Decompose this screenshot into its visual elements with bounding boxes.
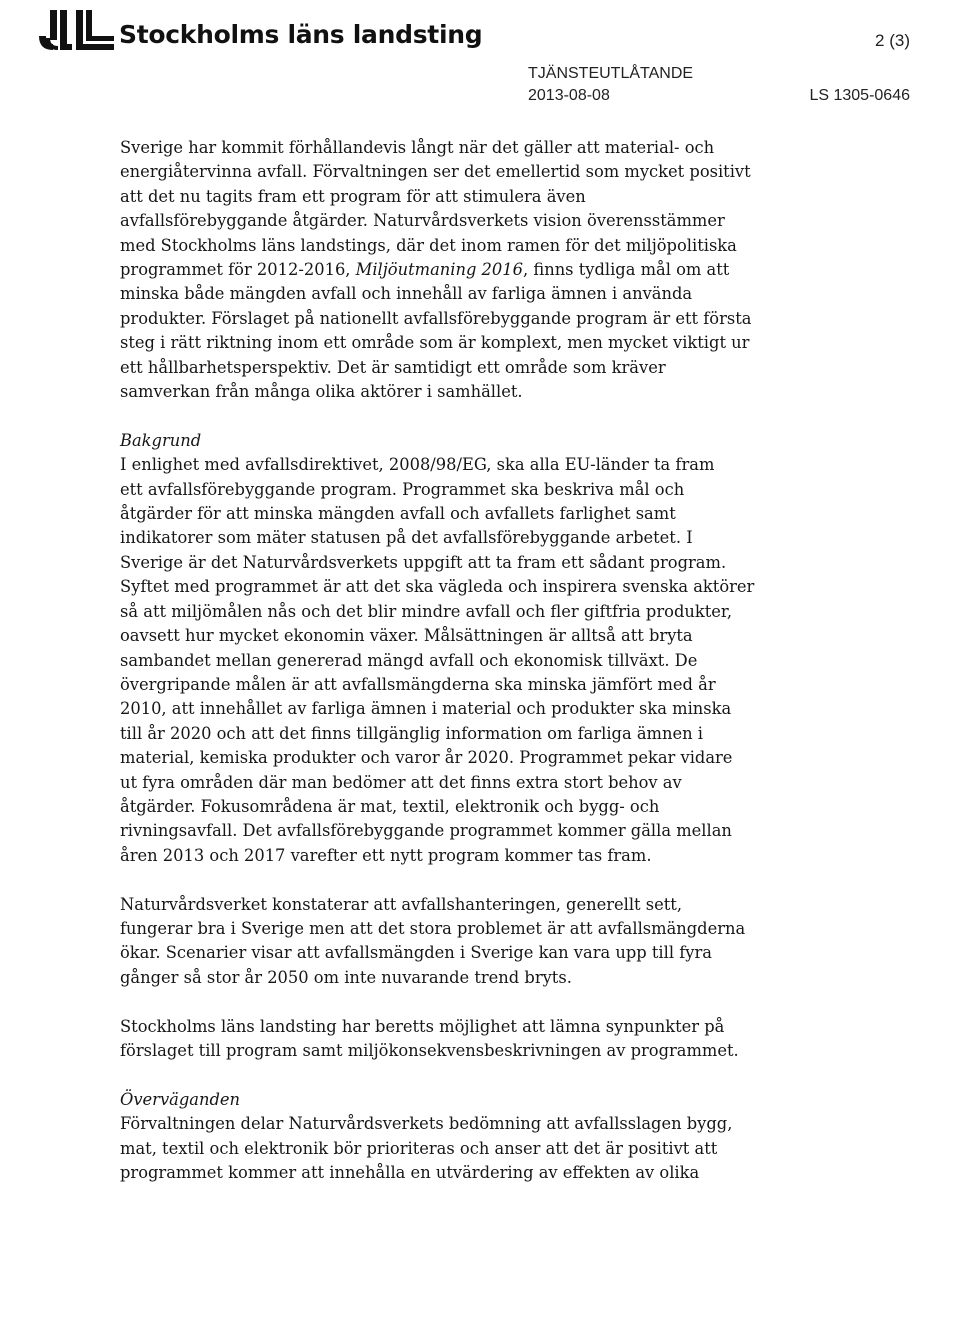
text-line — [120, 673, 770, 697]
text-segment: så att miljömålen nås och det blir mindre avfall och fler giftfria produkter, — [120, 601, 733, 621]
text-segment: sambandet mellan genererad mängd avfall och ekonomisk tillväxt. De — [120, 650, 698, 670]
text-line — [120, 600, 770, 624]
text-segment: Stockholms läns landsting har beretts möjlighet att lämna synpunkter på — [120, 1016, 725, 1036]
text-line — [120, 1039, 770, 1063]
text-segment: indikatorer som mäter statusen på det avfallsförebyggande arbetet. I — [120, 528, 693, 548]
text-line — [120, 966, 770, 990]
text-segment: Sverige har kommit förhållandevis långt när det gäller att material- och — [120, 138, 715, 157]
text-segment: samverkan från många olika aktörer i samhället. — [120, 382, 523, 402]
text-line — [120, 771, 770, 795]
sll-logo-icon — [36, 8, 116, 52]
section-heading: Överväganden — [120, 1089, 241, 1109]
document-reference: LS 1305-0646 — [809, 87, 910, 104]
text-line — [120, 502, 770, 526]
text-line — [120, 1015, 770, 1039]
text-segment: mat, textil och elektronik bör prioriteras och anser att det är positivt att — [120, 1138, 718, 1158]
text-segment: till år 2020 och att det finns tillgänglig information om farliga ämnen i — [120, 723, 703, 743]
text-segment: ett avfallsförebyggande program. Programmet ska beskriva mål och — [120, 479, 685, 499]
text-segment: produkter. Förslaget på nationellt avfallsförebyggande program är ett första — [120, 308, 752, 328]
text-line — [120, 453, 770, 477]
text-segment: övergripande målen är att avfallsmängderna ska minska jämfört med år — [120, 674, 716, 694]
program-title: Miljöutmaning 2016 — [355, 260, 523, 280]
text-line — [120, 160, 770, 184]
text-line — [120, 209, 770, 233]
text-line — [120, 551, 770, 575]
text-line — [120, 136, 770, 160]
text-segment: att det nu tagits fram ett program för att stimulera även — [120, 186, 586, 206]
text-line — [120, 356, 770, 380]
text-line — [120, 575, 770, 599]
text-segment: programmet kommer att innehålla en utvärdering av effekten av olika — [120, 1163, 700, 1182]
text-line — [120, 234, 770, 258]
document-body — [120, 136, 770, 1210]
paragraph — [120, 1088, 770, 1186]
text-segment: energiåtervinna avfall. Förvaltningen ser det emellertid som mycket positivt — [120, 162, 751, 182]
text-line — [120, 624, 770, 648]
text-line — [120, 746, 770, 770]
text-line — [120, 795, 770, 819]
text-line — [120, 819, 770, 843]
text-segment: åtgärder för att minska mängden avfall och avfallets farlighet samt — [120, 504, 676, 524]
text-line — [120, 649, 770, 673]
text-segment: rivningsavfall. Det avfallsförebyggande programmet kommer gälla mellan — [120, 821, 732, 841]
paragraph — [120, 136, 770, 404]
text-segment: Naturvårdsverket konstaterar att avfallshanteringen, generellt sett, — [120, 894, 683, 914]
page-number: 2 (3) — [875, 31, 910, 50]
text-segment: I enlighet med avfallsdirektivet, 2008/98/EG, ska alla EU-länder ta fram — [120, 455, 715, 475]
text-segment: ut fyra områden där man bedömer att det finns extra stort behov av — [120, 772, 682, 792]
text-line — [120, 478, 770, 502]
text-segment: , finns tydliga mål om att — [523, 260, 730, 280]
text-line — [120, 185, 770, 209]
text-segment: material, kemiska produkter och varor år 2020. Programmet pekar vidare — [120, 748, 733, 768]
text-segment: ett hållbarhetsperspektiv. Det är samtidigt ett område som kräver — [120, 357, 666, 377]
document-date: 2013-08-08 — [528, 87, 610, 104]
text-line — [120, 258, 770, 282]
document-type: TJÄNSTEUTLÅTANDE — [528, 65, 694, 82]
text-line — [120, 722, 770, 746]
text-line — [120, 917, 770, 941]
text-segment: fungerar bra i Sverige men att det stora problemet är att avfallsmängderna — [120, 918, 746, 938]
text-line — [120, 1161, 770, 1185]
text-segment: gånger så stor år 2050 om inte nuvarande trend bryts. — [120, 967, 572, 987]
text-line — [120, 307, 770, 331]
text-segment: ökar. Scenarier visar att avfallsmängden i Sverige kan vara upp till fyra — [120, 943, 712, 963]
text-segment: förslaget till program samt miljökonsekvensbeskrivningen av programmet. — [120, 1040, 739, 1060]
section-heading: Bakgrund — [120, 430, 202, 450]
text-line — [120, 893, 770, 917]
paragraph — [120, 1015, 770, 1064]
organization-name: Stockholms läns landsting — [119, 20, 483, 49]
text-line — [120, 282, 770, 306]
paragraph — [120, 429, 770, 868]
text-segment: åren 2013 och 2017 varefter ett nytt program kommer tas fram. — [120, 845, 652, 865]
text-segment: steg i rätt riktning inom ett område som är komplext, men mycket viktigt ur — [120, 333, 750, 353]
text-line — [120, 844, 770, 868]
text-line — [120, 1137, 770, 1161]
text-line — [120, 697, 770, 721]
text-segment: Syftet med programmet är att det ska vägleda och inspirera svenska aktörer — [120, 577, 755, 597]
text-segment: minska både mängden avfall och innehåll av farliga ämnen i använda — [120, 284, 693, 304]
text-segment: 2010, att innehållet av farliga ämnen i material och produkter ska minska — [120, 699, 732, 719]
text-segment: oavsett hur mycket ekonomin växer. Målsättningen är alltså att bryta — [120, 626, 693, 646]
text-line — [120, 941, 770, 965]
text-segment: Sverige är det Naturvårdsverkets uppgift att ta fram ett sådant program. — [120, 552, 727, 572]
text-segment: avfallsförebyggande åtgärder. Naturvårdsverkets vision överensstämmer — [120, 211, 725, 231]
text-line — [120, 1112, 770, 1136]
paragraph — [120, 893, 770, 991]
text-segment: programmet för 2012-2016, — [120, 260, 356, 280]
text-line — [120, 380, 770, 404]
text-segment: åtgärder. Fokusområdena är mat, textil, elektronik och bygg- och — [120, 796, 660, 816]
document-header — [0, 0, 960, 120]
text-segment: Förvaltningen delar Naturvårdsverkets bedömning att avfallsslagen bygg, — [120, 1114, 733, 1134]
text-line — [120, 526, 770, 550]
text-segment: med Stockholms läns landstings, där det inom ramen för det miljöpolitiska — [120, 235, 737, 255]
text-line — [120, 331, 770, 355]
